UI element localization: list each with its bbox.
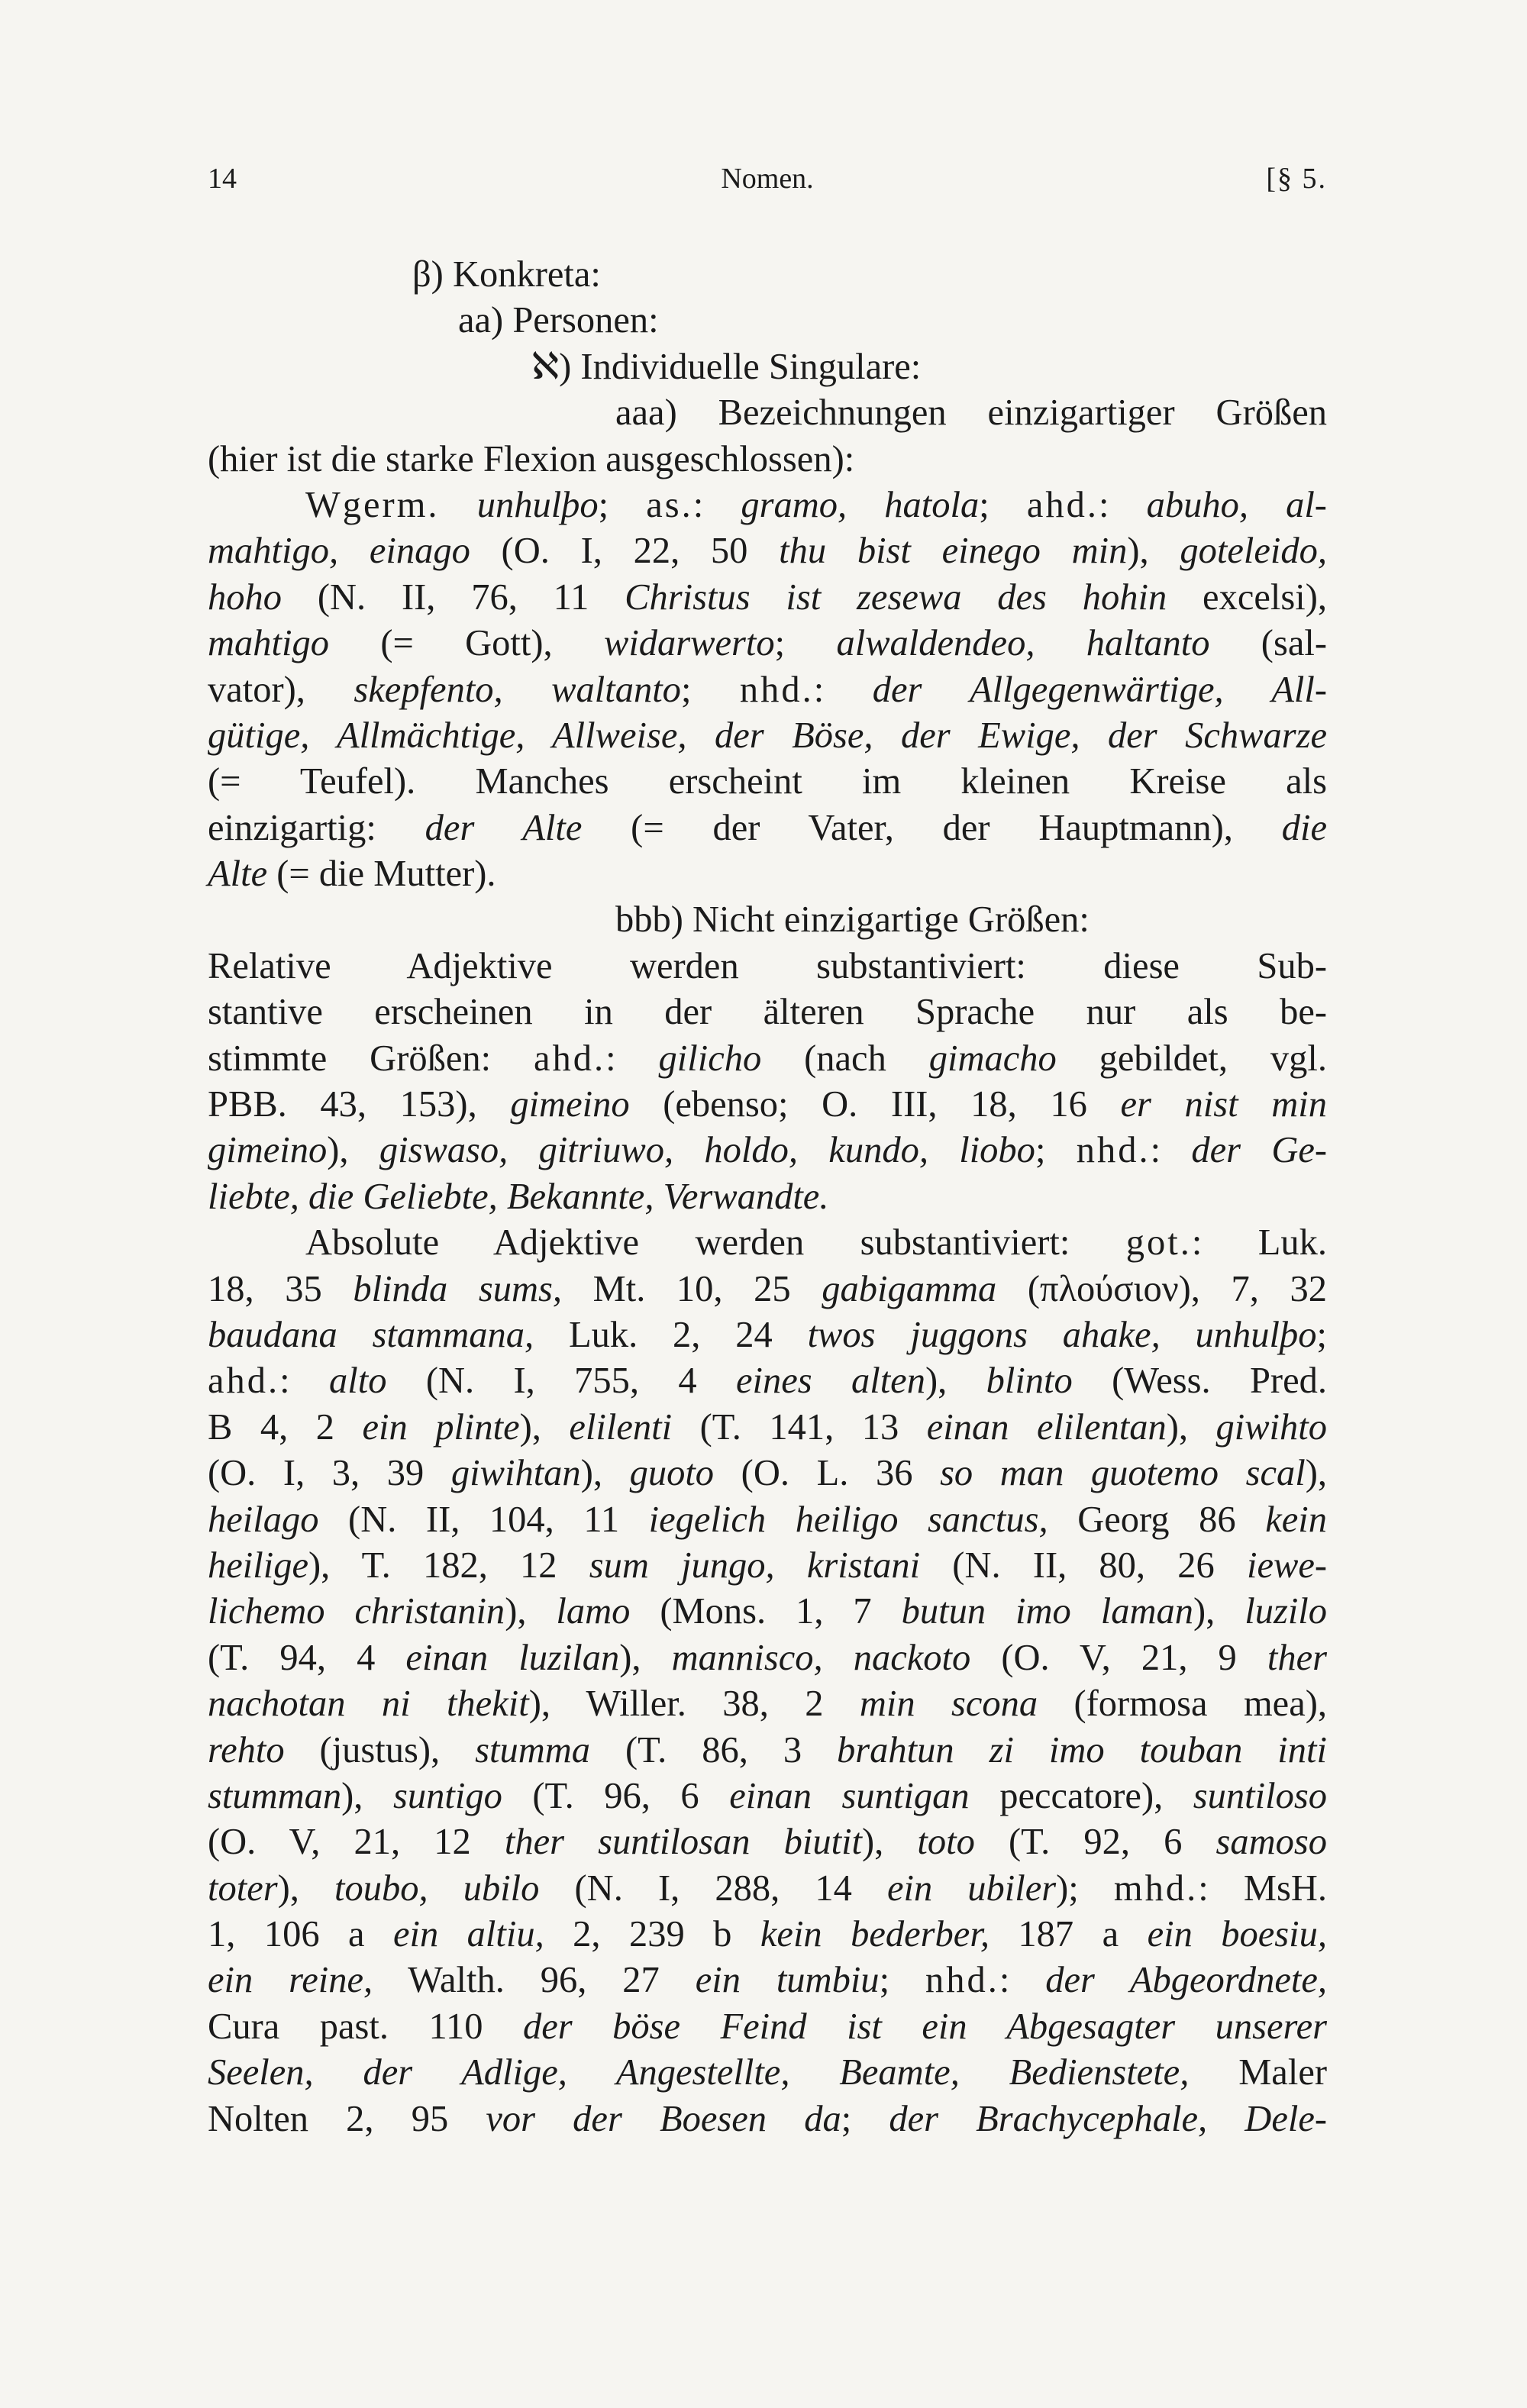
text-line: B 4, 2 ein plinte), elilenti (T. 141, 13 einan elilentan), giwihto <box>208 1406 1327 1448</box>
text-line: Seelen, der Adlige, Angestellte, Beamte, Bedienstete, Maler <box>208 2052 1327 2093</box>
text-line: 1, 106 a ein altiu, 2, 239 b kein bederber, 187 a ein boesiu, <box>208 1914 1328 1955</box>
text-line: (hier ist die starke Flexion ausgeschlossen): <box>208 438 855 479</box>
text-line: mahtigo, einago (O. I, 22, 50 thu bist einego min), goteleido, <box>208 531 1327 572</box>
text-line: liebte, die Geliebte, Bekannte, Verwandte. <box>208 1176 829 1217</box>
text-line: stantive erscheinen in der älteren Sprache nur als be- <box>208 992 1327 1033</box>
text-line: lichemo christanin), lamo (Mons. 1, 7 butun imo laman), luzilo <box>208 1591 1328 1632</box>
text-line: bbb) Nicht einzigartige Größen: <box>615 899 1090 941</box>
text-line: vator), skepfento, waltanto; nhd.: der Allgegenwärtige, All- <box>208 669 1327 710</box>
text-line: Alte (= die Mutter). <box>208 854 496 895</box>
text-line: ein reine, Walth. 96, 27 ein tumbiu; nhd.: der Abgeordnete, <box>208 1960 1327 2001</box>
text-line: gimeino), giswaso, gitriuwo, holdo, kundo, liobo; nhd.: der Ge- <box>208 1130 1328 1171</box>
text-line: rehto (justus), stumma (T. 86, 3 brahtun zi imo touban inti <box>208 1729 1327 1770</box>
text-line: (O. I, 3, 39 giwihtan), guoto (O. L. 36 so man guotemo scal), <box>208 1453 1327 1494</box>
text-line: PBB. 43, 153), gimeino (ebenso; O. III, 18, 16 er nist min <box>208 1084 1327 1125</box>
text-line: (= Teufel). Manches erscheint im kleinen Kreise als <box>208 761 1327 802</box>
text-line: nachotan ni thekit), Willer. 38, 2 min scona (formosa mea), <box>208 1683 1327 1725</box>
running-header <box>208 162 1327 215</box>
text-line: Wgerm. unhulþo; as.: gramo, hatola; ahd.: abuho, al- <box>305 484 1327 525</box>
text-line: ahd.: alto (N. I, 755, 4 eines alten), blinto (Wess. Pred. <box>208 1361 1327 1402</box>
running-title: Nomen. <box>721 163 814 195</box>
text-line: 18, 35 blinda sums, Mt. 10, 25 gabigamma (πλούσιον), 7, 32 <box>208 1268 1327 1309</box>
section-marker: [§ 5. <box>1266 163 1327 195</box>
text-line: Absolute Adjektive werden substantiviert: got.: Luk. <box>305 1222 1328 1264</box>
page-number: 14 <box>208 163 237 195</box>
text-line: stimmte Größen: ahd.: gilicho (nach gimacho gebildet, vgl. <box>208 1038 1328 1079</box>
text-line: baudana stammana, Luk. 2, 24 twos juggons ahake, unhulþo; <box>208 1314 1327 1355</box>
text-line: aaa) Bezeichnungen einzigartiger Größen <box>615 392 1327 434</box>
body-text <box>208 252 1327 2142</box>
text-line: mahtigo (= Gott), widarwerto; alwaldendeo, haltanto (sal- <box>208 623 1327 664</box>
text-line: heilige), T. 182, 12 sum jungo, kristani (N. II, 80, 26 iewe- <box>208 1545 1327 1586</box>
text-line: Relative Adjektive werden substantiviert: diese Sub- <box>208 945 1327 986</box>
text-line: β) Konkreta: <box>412 254 601 295</box>
text-line: heilago (N. II, 104, 11 iegelich heiligo sanctus, Georg 86 kein <box>208 1499 1327 1540</box>
text-line: ℵ) Individuelle Singulare: <box>531 346 922 387</box>
text-line: (O. V, 21, 12 ther suntilosan biutit), toto (T. 92, 6 samoso <box>208 1822 1327 1863</box>
text-line: Nolten 2, 95 vor der Boesen da; der Brachycephale, Dele- <box>208 2098 1327 2139</box>
text-line: gütige, Allmächtige, Allweise, der Böse, der Ewige, der Schwarze <box>208 715 1327 756</box>
text-line: toter), toubo, ubilo (N. I, 288, 14 ein ubiler); mhd.: MsH. <box>208 1867 1328 1909</box>
text-line: aa) Personen: <box>458 300 659 341</box>
text-line: einzigartig: der Alte (= der Vater, der Hauptmann), die <box>208 807 1327 848</box>
text-line: hoho (N. II, 76, 11 Christus ist zesewa des hohin excelsi), <box>208 576 1327 618</box>
text-line: Cura past. 110 der böse Feind ist ein Abgesagter unserer <box>208 2006 1327 2047</box>
text-line: (T. 94, 4 einan luzilan), mannisco, nackoto (O. V, 21, 9 ther <box>208 1637 1327 1678</box>
text-line: stumman), suntigo (T. 96, 6 einan suntigan peccatore), suntiloso <box>208 1775 1327 1816</box>
